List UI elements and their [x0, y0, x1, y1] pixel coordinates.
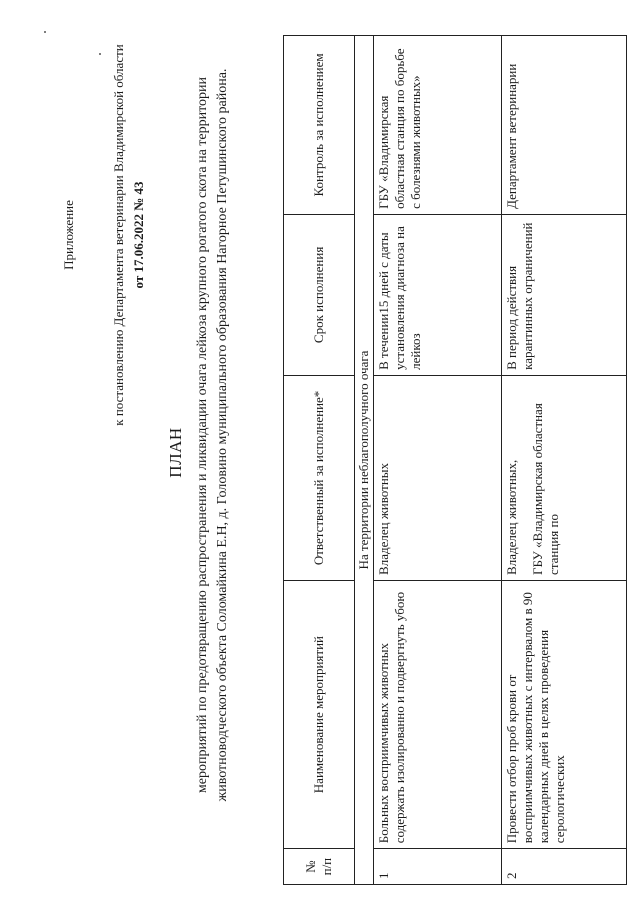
resolution-date: от 17.06.2022 № 43: [131, 181, 146, 289]
header-control: Контроль за исполнением: [284, 36, 355, 215]
table-header-row: [284, 36, 355, 885]
row-responsible: [502, 375, 627, 580]
row-control: ГБУ «Владимирская областная станция по борьбе с болезнями животных»: [374, 36, 502, 215]
section-label: На территории неблагополучного очага: [355, 36, 374, 885]
row-responsible-text: Владелец животных: [376, 462, 391, 575]
row-control: Департамент ветеринарии: [502, 36, 627, 215]
header-term: Срок исполнения: [284, 214, 355, 375]
row-num: 1: [374, 849, 502, 885]
header-responsible: Ответственный за исполнение*: [284, 375, 355, 580]
row-responsible-extra: ГБУ «Владимирская областная станция по: [530, 403, 561, 575]
table-row: [502, 36, 627, 885]
appendix-label: Приложение: [61, 200, 76, 270]
plan-table: [283, 35, 627, 885]
table-row: [374, 36, 502, 885]
row-term: В течении15 дней с даты установления диагноза на лейкоз: [374, 214, 502, 375]
document-title: ПЛАН: [166, 427, 185, 478]
header-name: Наименование мероприятий: [284, 580, 355, 848]
row-name: Провести отбор проб крови от восприимчивых животных с интервалом в 90 календарных дней в целях проведения серологических: [502, 580, 627, 848]
resolution-reference: к постановлению Департамента ветеринарии Владимирской области: [111, 44, 126, 426]
row-name: Больных восприимчивых животных содержать изолированно и подвергнуть убою: [374, 580, 502, 848]
spacer: [520, 381, 530, 575]
table-section-row: [355, 36, 374, 885]
row-responsible-text: Владелец животных,: [504, 459, 519, 575]
document-subtitle: мероприятий по предотвращению распространения и ликвидации очага лейкоза крупного рогатого скота на территории животноводческого объекта Соломайкина Е.Н, д. Головино муниципального образования Нагорное Петушинского района.: [195, 68, 230, 802]
row-term: В период действия карантинных ограничений: [502, 214, 627, 375]
header-num: № п/п: [284, 849, 355, 885]
row-responsible: [374, 375, 502, 580]
row-num: 2: [502, 849, 627, 885]
